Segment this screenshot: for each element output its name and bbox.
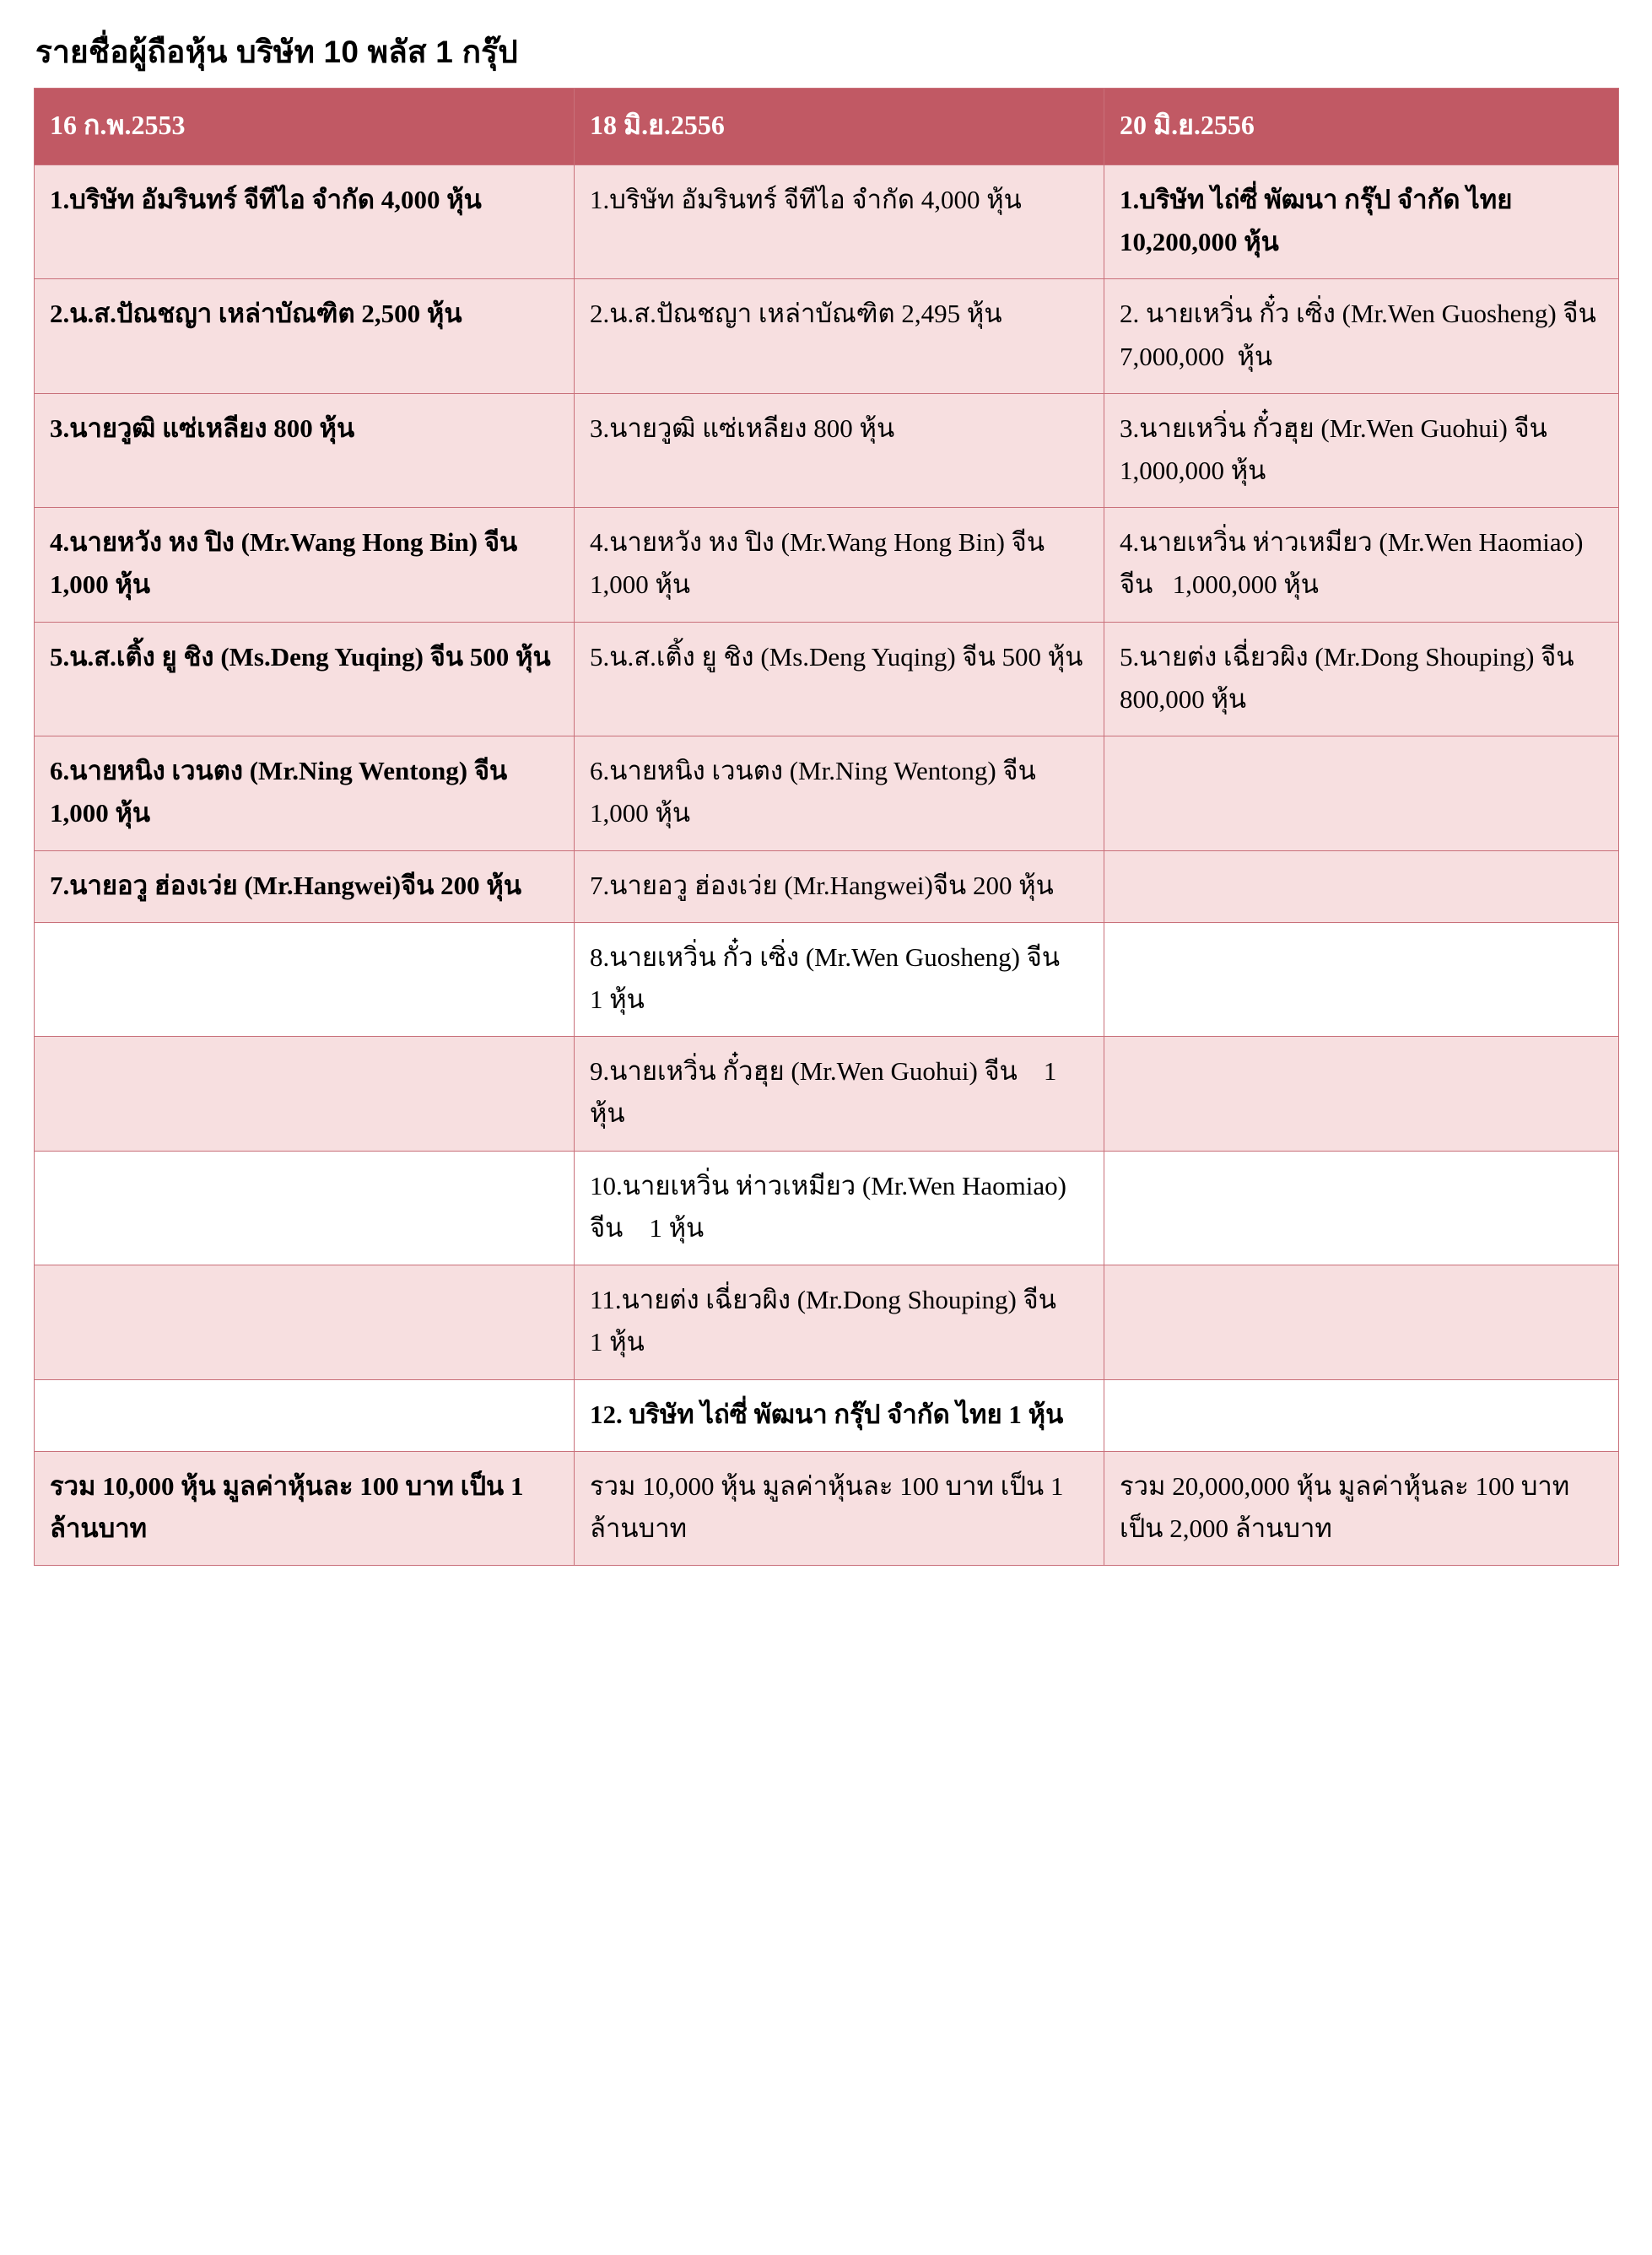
cell-text: 1.บริษัท อัมรินทร์ จีทีไอ จำกัด 4,000 หุ้น — [50, 184, 482, 214]
table-row — [35, 736, 1619, 850]
table-cell — [575, 1265, 1104, 1379]
table-cell — [35, 279, 575, 393]
table-row — [35, 1151, 1619, 1265]
table-row — [35, 922, 1619, 1036]
cell-text: 9.นายเหวิ่น กั๋วฮุย (Mr.Wen Guohui) จีน 1 หุ้น — [590, 1056, 1064, 1129]
cell-text: รวม 10,000 หุ้น มูลค่าหุ้นละ 100 บาท เป็น 1 ล้านบาท — [50, 1470, 531, 1543]
table-body — [35, 165, 1619, 1565]
cell-text: 3.นายเหวิ่น กั๋วฮุย (Mr.Wen Guohui) จีน 1,000,000 หุ้น — [1120, 413, 1568, 486]
cell-text: 3.นายวูฒิ แซ่เหลียง 800 หุ้น — [590, 413, 895, 443]
table-cell — [35, 165, 575, 278]
shareholders-table — [34, 88, 1619, 1566]
table-row — [35, 1379, 1619, 1451]
cell-text: 2. นายเหวิ่น กั๋ว เซิ่ง (Mr.Wen Guosheng) จีน 7,000,000 หุ้น — [1120, 299, 1610, 371]
table-cell — [1104, 165, 1619, 278]
table-cell — [1104, 850, 1619, 922]
table-cell — [35, 1379, 575, 1451]
column-header-date-1: 16 ก.พ.2553 — [35, 89, 575, 165]
table-cell — [575, 736, 1104, 850]
table-cell — [575, 279, 1104, 393]
table-cell — [1104, 508, 1619, 622]
cell-text: 7.นายอวู ฮ่องเว่ย (Mr.Hangwei)จีน 200 หุ้น — [590, 870, 1054, 900]
cell-text: 6.นายหนิง เวนตง (Mr.Ning Wentong) จีน 1,000 หุ้น — [590, 756, 1043, 828]
cell-text: รวม 20,000,000 หุ้น มูลค่าหุ้นละ 100 บาท เป็น 2,000 ล้านบาท — [1120, 1470, 1576, 1543]
table-cell — [1104, 736, 1619, 850]
column-header-date-2: 18 มิ.ย.2556 — [575, 89, 1104, 165]
cell-text: 10.นายเหวิ่น ห่าวเหมียว (Mr.Wen Haomiao) จีน 1 หุ้น — [590, 1170, 1073, 1243]
table-cell — [575, 393, 1104, 507]
table-row — [35, 622, 1619, 736]
table-cell — [35, 1151, 575, 1265]
table-cell — [35, 922, 575, 1036]
table-cell — [575, 165, 1104, 278]
table-row — [35, 1037, 1619, 1151]
table-cell — [1104, 1379, 1619, 1451]
table-cell — [1104, 1451, 1619, 1565]
cell-text: 11.นายต่ง เฉี่ยวผิง (Mr.Dong Shouping) จีน 1 หุ้น — [590, 1285, 1082, 1357]
table-cell — [1104, 393, 1619, 507]
table-row — [35, 393, 1619, 507]
cell-text: 3.นายวูฒิ แซ่เหลียง 800 หุ้น — [50, 413, 355, 443]
table-cell — [35, 508, 575, 622]
cell-text: 4.นายเหวิ่น ห่าวเหมียว (Mr.Wen Haomiao) จีน 1,000,000 หุ้น — [1120, 527, 1590, 600]
cell-text: รวม 10,000 หุ้น มูลค่าหุ้นละ 100 บาท เป็น 1 ล้านบาท — [590, 1470, 1071, 1543]
table-cell — [35, 736, 575, 850]
table-cell — [575, 508, 1104, 622]
cell-text: 1.บริษัท ไถ่ซี่ พัฒนา กรุ๊ป จำกัด ไทย 10,200,000 หุ้น — [1120, 184, 1520, 257]
cell-text: 7.นายอวู ฮ่องเว่ย (Mr.Hangwei)จีน 200 หุ้น — [50, 870, 522, 900]
table-cell — [1104, 1037, 1619, 1151]
cell-text: 4.นายหวัง หง ปิง (Mr.Wang Hong Bin) จีน 1,000 หุ้น — [50, 527, 524, 600]
table-cell — [35, 393, 575, 507]
cell-text: 8.นายเหวิ่น กั๋ว เซิ่ง (Mr.Wen Guosheng) จีน 1 หุ้น — [590, 941, 1087, 1014]
table-cell — [1104, 622, 1619, 736]
cell-text: 5.นายต่ง เฉี่ยวผิง (Mr.Dong Shouping) จีน 800,000 หุ้น — [1120, 641, 1594, 714]
table-header — [35, 89, 1619, 165]
table-cell — [575, 922, 1104, 1036]
table-cell — [1104, 279, 1619, 393]
table-cell — [575, 1037, 1104, 1151]
table-row — [35, 1451, 1619, 1565]
table-row — [35, 165, 1619, 278]
table-cell — [35, 622, 575, 736]
column-header-date-3: 20 มิ.ย.2556 — [1104, 89, 1619, 165]
cell-text: 4.นายหวัง หง ปิง (Mr.Wang Hong Bin) จีน 1,000 หุ้น — [590, 527, 1051, 600]
table-cell — [575, 622, 1104, 736]
table-cell — [35, 1451, 575, 1565]
cell-text: 5.น.ส.เติ้ง ยู ชิง (Ms.Deng Yuqing) จีน 500 หุ้น — [50, 641, 551, 672]
table-cell — [35, 850, 575, 922]
cell-text: 5.น.ส.เติ้ง ยู ชิง (Ms.Deng Yuqing) จีน 500 หุ้น — [590, 641, 1083, 672]
table-cell — [575, 1379, 1104, 1451]
table-cell — [35, 1265, 575, 1379]
cell-text: 1.บริษัท อัมรินทร์ จีทีไอ จำกัด 4,000 หุ้น — [590, 184, 1022, 214]
cell-text: 6.นายหนิง เวนตง (Mr.Ning Wentong) จีน 1,000 หุ้น — [50, 756, 514, 828]
table-row — [35, 1265, 1619, 1379]
table-cell — [575, 1451, 1104, 1565]
table-row — [35, 850, 1619, 922]
table-cell — [35, 1037, 575, 1151]
table-cell — [1104, 1151, 1619, 1265]
table-cell — [1104, 922, 1619, 1036]
table-cell — [1104, 1265, 1619, 1379]
cell-text: 2.น.ส.ปัณชญา เหล่าบัณฑิต 2,495 หุ้น — [590, 299, 1002, 329]
cell-text: 12. บริษัท ไถ่ซี่ พัฒนา กรุ๊ป จำกัด ไทย 1 หุ้น — [590, 1399, 1064, 1429]
page-title: รายชื่อผู้ถือหุ้น บริษัท 10 พลัส 1 กรุ๊ป — [35, 35, 518, 69]
table-cell — [575, 850, 1104, 922]
table-cell — [575, 1151, 1104, 1265]
cell-text: 2.น.ส.ปัณชญา เหล่าบัณฑิต 2,500 หุ้น — [50, 299, 462, 329]
table-header-row — [35, 89, 1619, 165]
table-row — [35, 508, 1619, 622]
table-row — [35, 279, 1619, 393]
